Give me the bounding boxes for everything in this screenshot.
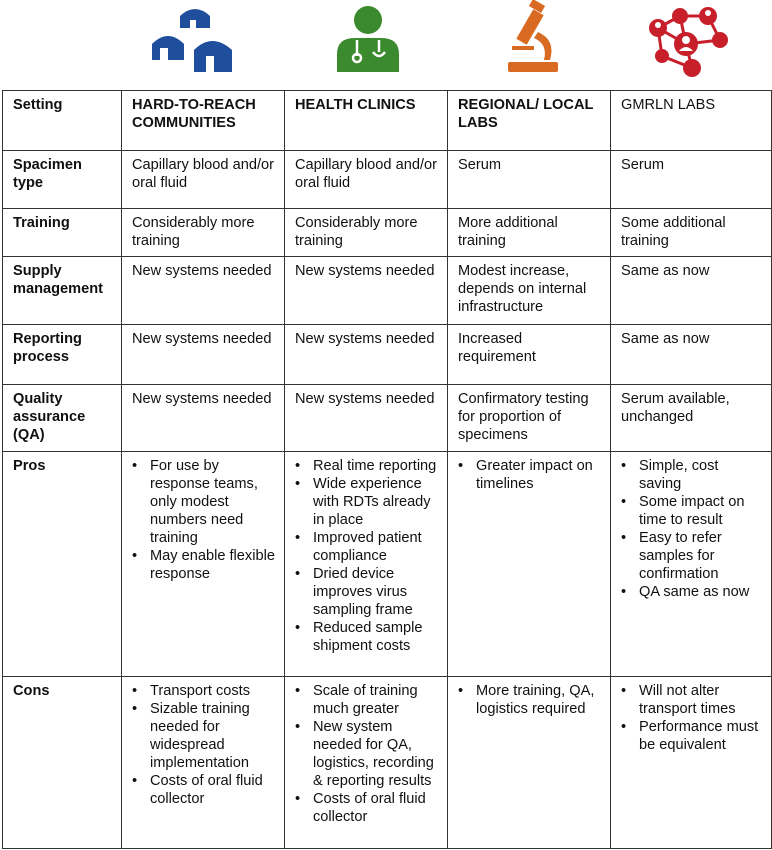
microscope-icon [504, 0, 564, 80]
comparison-table [2, 90, 772, 849]
list-item: • Dried device improves virus sampling frame [313, 565, 439, 619]
cell: Serum [611, 151, 772, 209]
list-item: • Easy to refer samples for confirmation [639, 529, 763, 583]
header-gmrln: GMRLN LABS [611, 91, 772, 151]
list-item: • Costs of oral fluid collector [313, 790, 439, 826]
houses-icon [150, 0, 240, 80]
bullet-list [132, 682, 276, 808]
cell: Considerably more training [285, 209, 448, 257]
cell [448, 452, 611, 677]
cell [122, 452, 285, 677]
cell: New systems needed [122, 325, 285, 385]
row-label: Cons [3, 677, 122, 849]
row-qa [3, 385, 772, 452]
cell [611, 452, 772, 677]
list-item: • Real time reporting [313, 457, 439, 475]
bullet-list [132, 457, 276, 583]
row-label: Quality assurance (QA) [3, 385, 122, 452]
header-setting: Setting [3, 91, 122, 151]
list-item: • QA same as now [639, 583, 763, 601]
list-item: • May enable flexible response [150, 547, 276, 583]
row-label: Reporting process [3, 325, 122, 385]
list-item: • Sizable training needed for widespread implementation [150, 700, 276, 772]
cell: Serum [448, 151, 611, 209]
bullet-list [295, 457, 439, 655]
bullet-list [458, 457, 602, 493]
header-labs: REGIONAL/ LOCAL LABS [448, 91, 611, 151]
cell: Capillary blood and/or oral fluid [122, 151, 285, 209]
cell: New systems needed [285, 385, 448, 452]
row-cons [3, 677, 772, 849]
bullet-list [621, 682, 763, 754]
bullet-list [621, 457, 763, 601]
row-pros [3, 452, 772, 677]
list-item: • More training, QA, logistics required [476, 682, 602, 718]
cell: Serum available, unchanged [611, 385, 772, 452]
cell: Considerably more training [122, 209, 285, 257]
list-item: • Performance must be equivalent [639, 718, 763, 754]
row-training [3, 209, 772, 257]
network-icon [646, 0, 730, 80]
list-item: • For use by response teams, only modest numbers need training [150, 457, 276, 547]
list-item: • Some impact on time to result [639, 493, 763, 529]
bullet-list [295, 682, 439, 826]
icon-row [0, 0, 772, 90]
cell: Confirmatory testing for proportion of specimens [448, 385, 611, 452]
cell [611, 677, 772, 849]
list-item: • Costs of oral fluid collector [150, 772, 276, 808]
cell: Same as now [611, 257, 772, 325]
bullet-list [458, 682, 602, 718]
list-item: • Greater impact on timelines [476, 457, 602, 493]
header-clinics: HEALTH CLINICS [285, 91, 448, 151]
list-item: • Reduced sample shipment costs [313, 619, 439, 655]
cell [122, 677, 285, 849]
cell [448, 677, 611, 849]
cell: Increased requirement [448, 325, 611, 385]
row-label: Training [3, 209, 122, 257]
row-reporting [3, 325, 772, 385]
list-item: • Transport costs [150, 682, 276, 700]
cell: Same as now [611, 325, 772, 385]
list-item: • Simple, cost saving [639, 457, 763, 493]
header-communities: HARD-TO-REACH COMMUNITIES [122, 91, 285, 151]
cell: Some additional training [611, 209, 772, 257]
cell [285, 677, 448, 849]
row-label: Pros [3, 452, 122, 677]
cell: New systems needed [122, 257, 285, 325]
row-label: Supply management [3, 257, 122, 325]
row-supply [3, 257, 772, 325]
header-row [3, 91, 772, 151]
list-item: • Wide experience with RDTs already in place [313, 475, 439, 529]
cell [285, 452, 448, 677]
cell: New systems needed [285, 257, 448, 325]
cell: New systems needed [122, 385, 285, 452]
list-item: • New system needed for QA, logistics, recording & reporting results [313, 718, 439, 790]
list-item: • Will not alter transport times [639, 682, 763, 718]
list-item: • Scale of training much greater [313, 682, 439, 718]
cell: New systems needed [285, 325, 448, 385]
cell: Capillary blood and/or oral fluid [285, 151, 448, 209]
row-specimen [3, 151, 772, 209]
list-item: • Improved patient compliance [313, 529, 439, 565]
health-worker-icon [333, 0, 403, 80]
row-label: Spacimen type [3, 151, 122, 209]
cell: Modest increase, depends on internal infrastructure [448, 257, 611, 325]
cell: More additional training [448, 209, 611, 257]
